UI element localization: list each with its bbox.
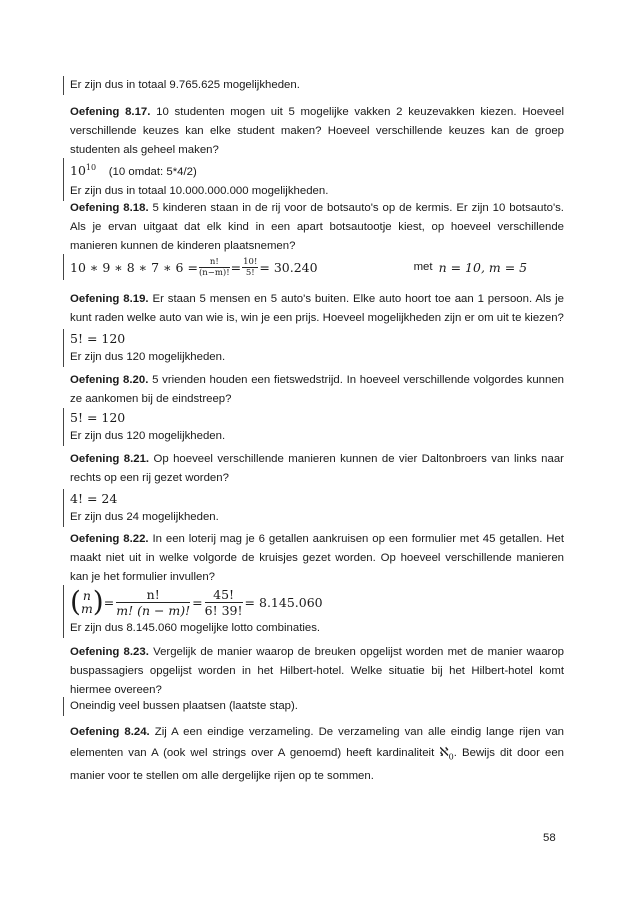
answer-block-8-19 [63,329,564,367]
answer-block-8-23 [63,697,564,716]
answer-line: Er zijn dus 24 mogelijkheden. [70,511,219,523]
exercise-title: Oefening 8.21. [70,453,150,465]
exercise-body: Vergelijk de manier waarop de breuken opgelijst worden met de manier waarop buspassagiers opgelijst worden in het Hilbert-hotel. Welke situatie bij het Hilbert-hotel komt hiermee overeen? [70,646,564,696]
exercise-text [70,530,564,587]
answer-line: Oneindig veel bussen plaatsen (laatste stap). [70,700,298,712]
fraction: $\frac{45!}{6! 39!}$ [204,586,243,618]
exercise-title: Oefening 8.20. [70,374,149,386]
exercise-text [70,199,564,256]
answer-block-8-18: 10 ∗ 9 ∗ 8 ∗ 7 ∗ 6 = $\frac{n!}{(n-m)!}$ = $\frac{10!}{5!}$ = 30.240 met n = 10, m = 5 [63,254,564,280]
exercise-body: 10 studenten mogen uit 5 mogelijke vakken 2 keuzevakken kiezen. Hoeveel verschillende keuzes kan elke student maken? Hoeveel verschillende keuzes kan de groep studenten als geheel maken? [70,106,564,156]
answer-block-8-20 [63,408,564,446]
exercise-text [70,643,564,700]
answer-line: Er zijn dus 120 mogelijkheden. [70,430,226,442]
exercise-body: 5 kinderen staan in de rij voor de botsauto's op de kermis. Er zijn 10 botsauto's. Als je ervan uitgaat dat elk kind in een apart botsautootje kiest, op hoeveel verschillende manieren kunnen de kinderen plaatsnemen? [70,202,564,252]
exercise-8-24 [70,723,564,786]
exercise-8-18 [70,199,564,256]
exercise-text [70,103,564,160]
answer-line: Er zijn dus 8.145.060 mogelijke lotto combinaties. [70,622,321,634]
exercise-text [70,450,564,488]
answer-block-8-17 [63,158,564,201]
fraction: $\frac{n!}{m! (n - m)!}$ [116,586,191,618]
binomial: ( n m ) [70,585,104,618]
exercise-title: Oefening 8.24. [70,726,150,738]
exercise-body: Er staan 5 mensen en 5 auto's buiten. Elke auto hoort toe aan 1 persoon. Als je kunt raden welke auto van wie is, win je een prijs. Hoeveel mogelijkheden zijn er om uit te kiezen? [70,293,564,324]
fraction: $\frac{10!}{5!}$ [243,256,258,278]
exercise-text [70,290,564,328]
exercise-8-17 [70,103,564,160]
exercise-title: Oefening 8.22. [70,533,149,545]
page-number: 58 [543,832,556,844]
exercise-title: Oefening 8.18. [70,202,149,214]
answer-block-8-21 [63,489,564,527]
exercise-8-20 [70,371,564,409]
answer-formula: ( n m ) = $\frac{n!}{m! (n - m)!}$ = $\frac{45!}{6! 39!}$ = 8.145.060 [70,585,323,618]
answer-line: Er zijn dus in totaal 10.000.000.000 mogelijkheden. [70,184,329,197]
answer-line: Er zijn dus 120 mogelijkheden. [70,351,226,363]
answer-block-8-16 [63,76,564,95]
answer-block-8-22 [63,585,564,638]
exercise-8-21 [70,450,564,488]
answer-line: Er zijn dus in totaal 9.765.625 mogelijkheden. [70,79,300,91]
answer-formula: 5! = 120 [70,410,126,425]
answer-formula: $10^{10}$ (10 omdat: 5*4/2) [70,162,197,178]
exercise-title: Oefening 8.17. [70,106,151,118]
answer-formula: 5! = 120 [70,331,126,346]
exercise-title: Oefening 8.19. [70,293,149,305]
exercise-body: Zij A een eindige verzameling. De verzameling van alle eindig lange rijen van elementen van A (ook wel strings over A genoemd) heeft kardinaliteit [70,726,564,759]
fraction: $\frac{n!}{(n-m)!}$ [198,256,230,278]
aleph-symbol: ℵ$_0$ [439,744,454,762]
exercise-body: Op hoeveel verschillende manieren kunnen de vier Daltonbroers van links naar rechts op een rij gezet worden? [70,453,564,484]
exercise-text [70,371,564,409]
exercise-8-19 [70,290,564,328]
exercise-8-23 [70,643,564,700]
exercise-8-22 [70,530,564,587]
answer-formula: 4! = 24 [70,491,118,506]
exercise-body: In een loterij mag je 6 getallen aankruisen op een formulier met 45 getallen. Het maakt niet uit in welke volgorde de kruisjes gezet worden. Op hoeveel verschillende manieren kan je het formulier invullen? [70,533,564,583]
exercise-text: Oefening 8.24. Zij A een eindige verzameling. De verzameling van alle eindig lange rijen van elementen van A (ook wel strings over A genoemd) heeft kardinaliteit ℵ$_0$. Bewijs dit door een manier voor te stellen om alle dergelijke rijen op te sommen. [70,726,564,782]
exercise-title: Oefening 8.23. [70,646,149,658]
exercise-body: 5 vrienden houden een fietswedstrijd. In hoeveel verschillende volgordes kunnen ze aankomen bij de eindstreep? [70,374,564,405]
